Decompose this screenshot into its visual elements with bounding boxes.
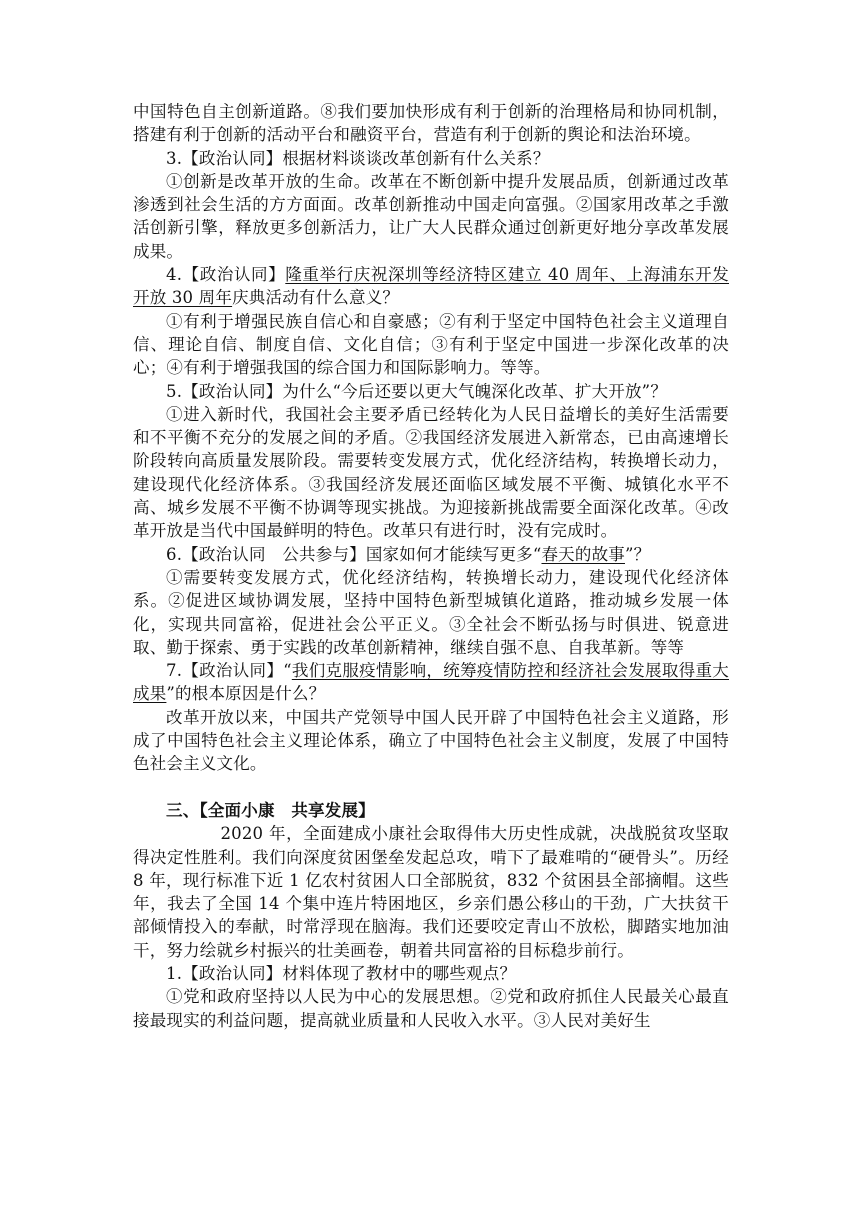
answer-4: ①有利于增强民族自信心和自豪感；②有利于坚定中国特色社会主义道理自信、理论自信、制度自信、文化自信；③有利于坚定中国进一步深化改革的决心；④有利于增强我国的综合国力和国际影响力。等等。	[133, 311, 729, 378]
section-spacer	[133, 776, 729, 799]
question-3: 3.【政治认同】根据材料谈谈改革创新有什么关系？	[166, 148, 550, 168]
question-6-underlined-text: 春天的故事	[541, 544, 625, 564]
question-7-prefix: 7.【政治认同】“	[166, 661, 292, 681]
answer-5: ①进入新时代，我国社会主要矛盾已经转化为人民日益增长的美好生活需要和不平衡不充分的发展之间的矛盾。②我国经济发展进入新常态，已由高速增长阶段转向高质量发展阶段。需要转变发展方式，优化经济结构，转换增长动力，建设现代化经济体系。③我国经济发展还面临区域发展不平衡、城镇化水平不高、城乡发展不平衡不协调等现实挑战。为迎接新挑战需要全面深化改革。④改革开放是当代中国最鲜明的特色。改革只有进行时，没有完成时。	[133, 404, 729, 541]
section-3-answer-1: ①党和政府坚持以人民为中心的发展思想。②党和政府抓住人民最关心最直接最现实的利益问题，提高就业质量和人民收入水平。③人民对美好生	[133, 987, 729, 1030]
paragraph-continued: 中国特色自主创新道路。⑧我们要加快形成有利于创新的治理格局和协同机制，搭建有利于创新的活动平台和融资平台，营造有利于创新的舆论和法治环境。	[133, 102, 729, 145]
question-5: 5.【政治认同】为什么“今后还要以更大气魄深化改革、扩大开放”？	[166, 381, 668, 401]
question-7	[133, 659, 729, 706]
question-6-prefix: 6.【政治认同 公共参与】国家如何才能续写更多“	[166, 544, 542, 564]
question-6-suffix: ”？	[624, 544, 651, 564]
question-6	[133, 543, 729, 566]
answer-6: ①需要转变发展方式，优化经济结构，转换增长动力，建设现代化经济体系。②促进区域协调发展，坚持中国特色新型城镇化道路，推动城乡发展一体化，实现共同富裕，促进社会公平正义。③全社会不断弘扬与时俱进、锐意进取、勤于探索、勇于实践的改革创新精神，继续自强不息、自我革新。等等	[133, 567, 729, 657]
question-4-prefix: 4.【政治认同】	[166, 265, 286, 285]
answer-7: 改革开放以来，中国共产党领导中国人民开辟了中国特色社会主义道路，形成了中国特色社会主义理论体系，确立了中国特色社会主义制度，发展了中国特色社会主义文化。	[133, 707, 729, 774]
question-7-underlined-text: 我们克服疫情影响，统筹疫情防控和经济社会发展取得重大成果	[133, 661, 730, 704]
section-3-question-1: 1.【政治认同】材料体现了教材中的哪些观点？	[166, 963, 517, 983]
section-heading-3: 三、【全面小康 共享发展】	[166, 800, 375, 820]
question-4	[133, 263, 729, 310]
question-7-suffix: ”的根本原因是什么？	[166, 684, 326, 704]
document-body	[133, 100, 729, 1032]
section-3-material: 2020 年，全面建成小康社会取得伟大历史性成就，决战脱贫攻坚取得决定性胜利。我们向深度贫困堡垒发起总攻，啃下了最难啃的“硬骨头”。历经 8 年，现行标准下近 1 亿农村贫困人口全部脱贫，832 个贫困县全部摘帽。这些年，我去了全国 14 个集中连片特困地区，乡亲们愚公移山的干劲，广大扶贫干部倾情投入的奉献，时常浮现在脑海。我们还要咬定青山不放松，脚踏实地加油干，努力绘就乡村振兴的壮美画卷，朝着共同富裕的目标稳步前行。	[133, 824, 729, 960]
answer-3: ①创新是改革开放的生命。改革在不断创新中提升发展品质，创新通过改革渗透到社会生活的方方面面。改革创新推动中国走向富强。②国家用改革之手激活创新引擎，释放更多创新活力，让广大人民群众通过创新更好地分享改革发展成果。	[133, 171, 729, 261]
question-4-underlined-text: 隆重举行庆祝深圳等经济特区建立 40 周年、上海浦东开发开放 30 周年	[133, 265, 729, 308]
question-4-suffix: 庆典活动有什么意义？	[232, 288, 400, 308]
